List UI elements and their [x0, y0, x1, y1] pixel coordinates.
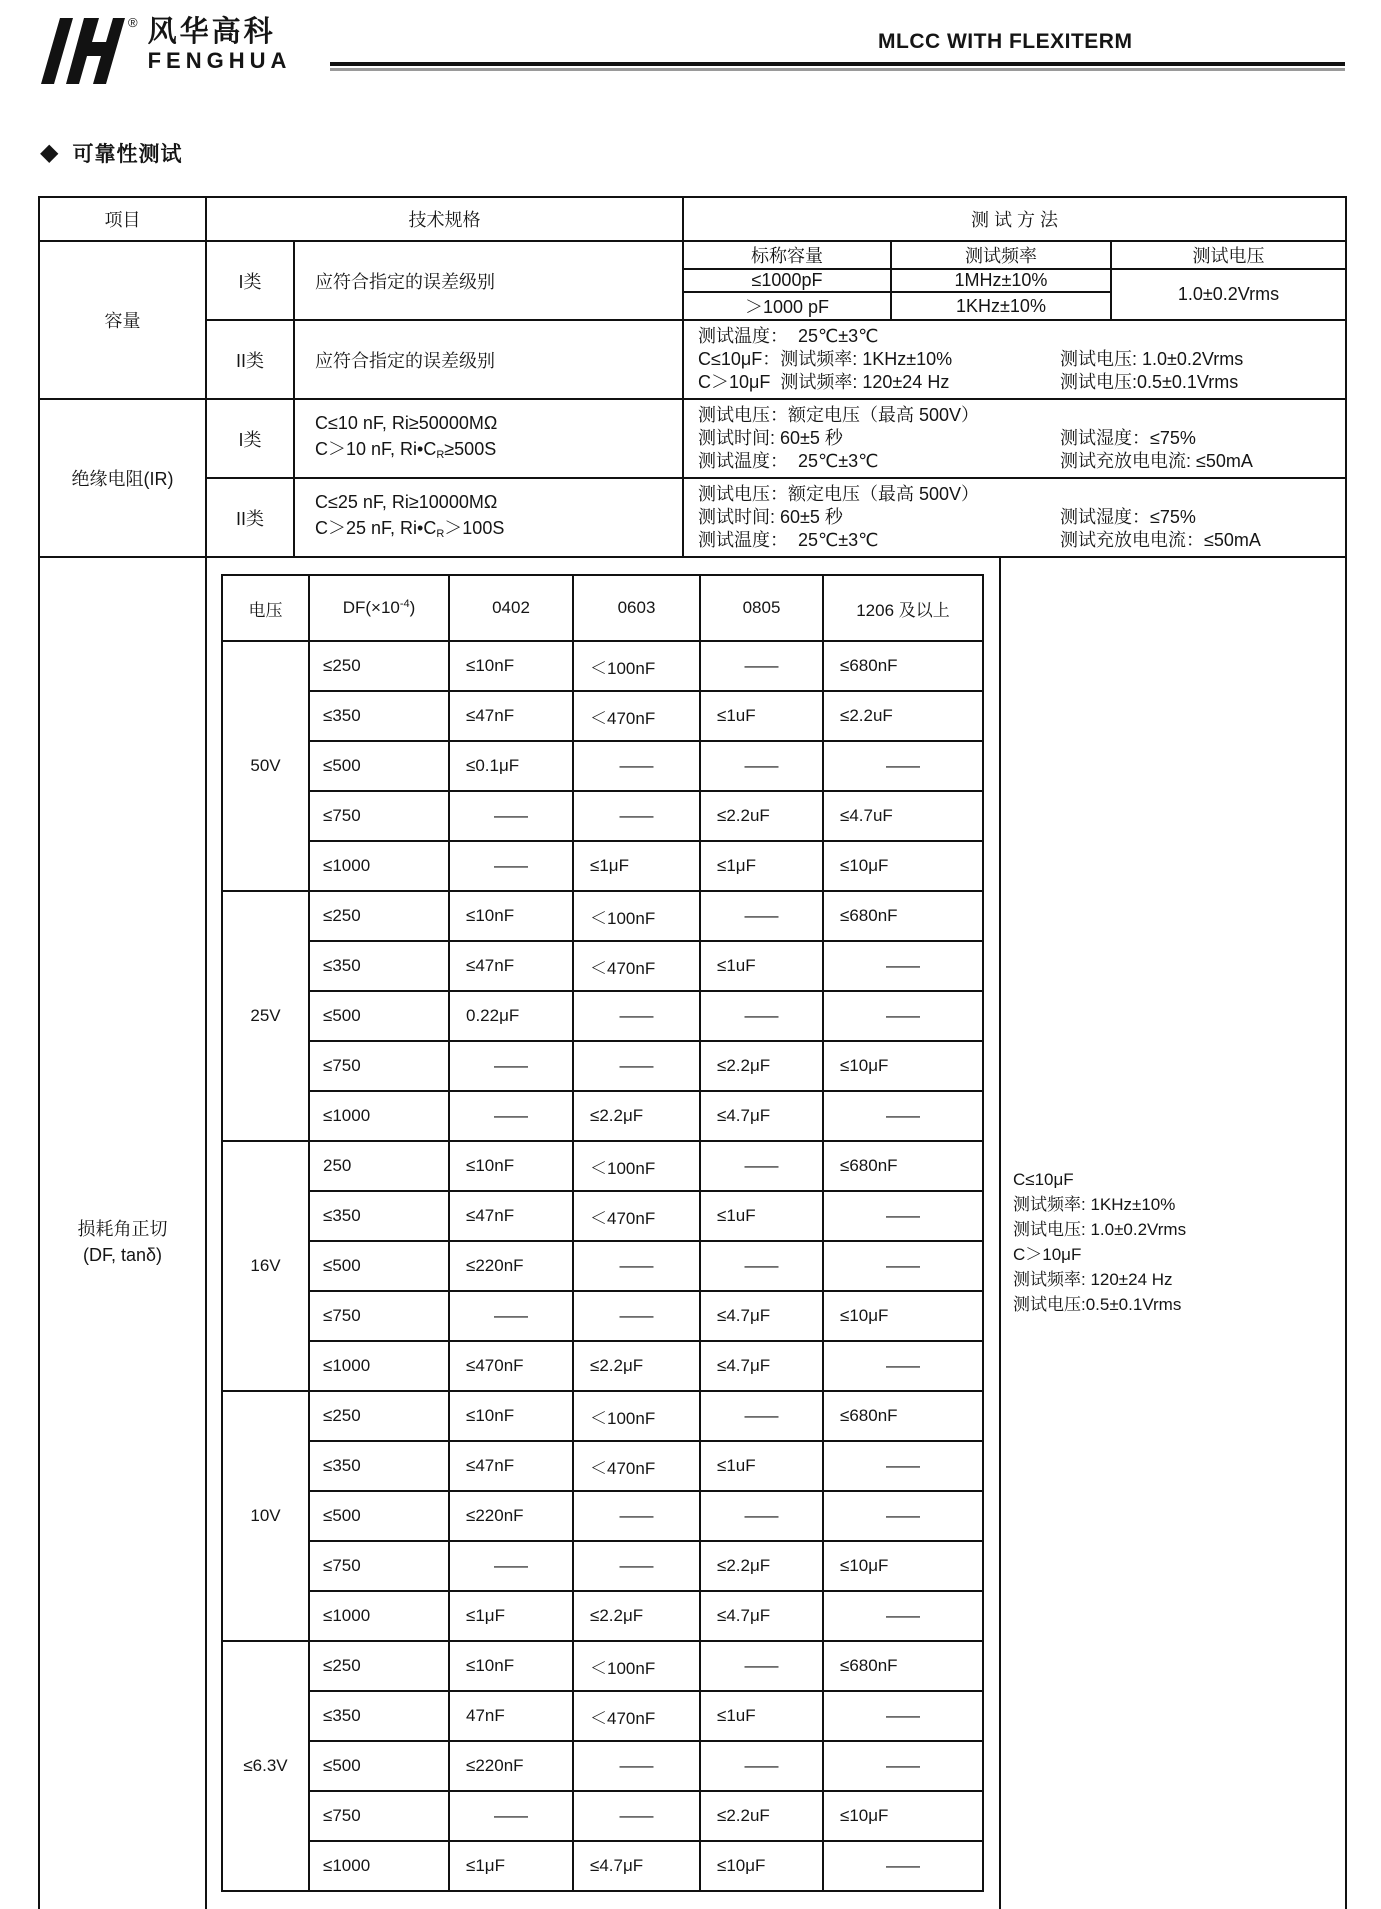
ir-class2-label: II类	[206, 478, 294, 557]
df-value-cell: ——	[449, 1041, 573, 1091]
col-header-spec: 技术规格	[206, 197, 683, 241]
cap-range-1: ≤1000pF	[683, 269, 891, 292]
df-row	[222, 891, 983, 941]
df-value-cell: ＜100nF	[573, 1391, 700, 1441]
df-value-cell: ＜470nF	[573, 1441, 700, 1491]
df-value-cell: ≤680nF	[823, 891, 983, 941]
subheader-nominal-capacity: 标称容量	[683, 241, 891, 269]
brand-block	[40, 16, 291, 86]
cap-freq-2: 1KHz±10%	[891, 292, 1111, 320]
subheader-test-frequency: 测试频率	[891, 241, 1111, 269]
df-grid-body	[222, 641, 983, 1891]
df-row	[222, 791, 983, 841]
df-row	[222, 741, 983, 791]
row-label-capacity: 容量	[39, 241, 206, 399]
df-limit-cell: ≤750	[309, 1291, 449, 1341]
row-label-ir: 绝缘电阻(IR)	[39, 399, 206, 557]
df-value-cell: ——	[573, 1791, 700, 1841]
df-row	[222, 1741, 983, 1791]
df-limit-cell: ≤500	[309, 1491, 449, 1541]
df-value-cell: ——	[823, 1341, 983, 1391]
df-value-cell: ——	[823, 1591, 983, 1641]
df-limit-cell: ≤250	[309, 891, 449, 941]
df-value-cell: ≤10μF	[700, 1841, 823, 1891]
df-value-cell: ——	[823, 991, 983, 1041]
df-limit-cell: ≤500	[309, 1241, 449, 1291]
df-value-cell: ＜100nF	[573, 891, 700, 941]
df-value-cell: ——	[449, 1541, 573, 1591]
df-row	[222, 1341, 983, 1391]
df-limit-grid	[221, 574, 984, 1892]
df-limit-cell: ≤250	[309, 1641, 449, 1691]
df-value-cell: ——	[573, 1291, 700, 1341]
df-value-cell: ——	[700, 991, 823, 1041]
df-row	[222, 1691, 983, 1741]
cap-range-2: ＞1000 pF	[683, 292, 891, 320]
df-row	[222, 1591, 983, 1641]
df-value-cell: 47nF	[449, 1691, 573, 1741]
df-limit-cell: ≤1000	[309, 841, 449, 891]
df-value-cell: ≤10nF	[449, 1641, 573, 1691]
df-row	[222, 1291, 983, 1341]
df-value-cell: ＜470nF	[573, 1191, 700, 1241]
ir-class1-method: 测试电压：额定电压（最高 500V） 测试时间: 60±5 秒 测试湿度：≤75% 测试温度： 25℃±3℃ 测试充放电电流: ≤50mA	[683, 399, 1346, 478]
df-value-cell: ≤470nF	[449, 1341, 573, 1391]
df-value-cell: ——	[449, 1291, 573, 1341]
df-value-cell: ≤1μF	[449, 1841, 573, 1891]
df-value-cell: ≤1uF	[700, 1691, 823, 1741]
df-divider-line	[999, 558, 1001, 1909]
df-voltage-cell: 50V	[222, 641, 309, 891]
section-title: 可靠性测试	[72, 143, 183, 166]
df-value-cell: ＜470nF	[573, 941, 700, 991]
df-row	[222, 1641, 983, 1691]
diamond-icon: ◆	[40, 139, 59, 166]
df-value-cell: ≤4.7μF	[700, 1291, 823, 1341]
df-value-cell: ——	[449, 1091, 573, 1141]
df-value-cell: ≤2.2μF	[573, 1341, 700, 1391]
df-value-cell: ≤2.2μF	[700, 1541, 823, 1591]
df-value-cell: ——	[573, 1741, 700, 1791]
df-limit-cell: ≤750	[309, 1041, 449, 1091]
df-row	[222, 991, 983, 1041]
df-value-cell: ≤1μF	[700, 841, 823, 891]
df-value-cell: ≤10nF	[449, 1141, 573, 1191]
df-voltage-cell: ≤6.3V	[222, 1641, 309, 1891]
df-header-df: $DF(\times 10^{-4})$	[309, 575, 449, 641]
df-value-cell: ——	[573, 1541, 700, 1591]
df-value-cell: ——	[449, 791, 573, 841]
df-row	[222, 691, 983, 741]
df-value-cell: ——	[700, 1391, 823, 1441]
df-value-cell: ≤4.7μF	[700, 1341, 823, 1391]
capacity-class2-label: II类	[206, 320, 294, 399]
df-value-cell: ——	[700, 1741, 823, 1791]
brand-name-en: FENGHUA	[147, 48, 292, 73]
df-value-cell: ——	[823, 941, 983, 991]
df-value-cell: ——	[449, 1791, 573, 1841]
df-value-cell: ——	[823, 1191, 983, 1241]
df-value-cell: ≤10μF	[823, 1041, 983, 1091]
capacity-class2-spec: 应符合指定的误差级别	[294, 320, 683, 399]
df-value-cell: ≤2.2uF	[823, 691, 983, 741]
capacity-class1-label: I类	[206, 241, 294, 320]
df-value-cell: ——	[700, 741, 823, 791]
df-value-cell: ＜100nF	[573, 641, 700, 691]
header-rule	[330, 62, 1345, 71]
df-value-cell: ≤10μF	[823, 841, 983, 891]
df-value-cell: ——	[823, 1841, 983, 1891]
df-content-zone	[206, 557, 1346, 1909]
df-value-cell: ≤2.2μF	[573, 1591, 700, 1641]
brand-text	[148, 16, 292, 74]
cap-test-voltage: 1.0±0.2Vrms	[1111, 269, 1346, 320]
df-limit-cell: ≤1000	[309, 1341, 449, 1391]
df-value-cell: ≤2.2uF	[700, 1791, 823, 1841]
df-limit-cell: ≤350	[309, 1191, 449, 1241]
df-header-0805: 0805	[700, 575, 823, 641]
capacity-class2-method: 测试温度： 25℃±3℃ C≤10μF：测试频率: 1KHz±10% 测试电压: 1.0±0.2Vrms C＞10μF 测试频率: 120±24 Hz 测试电压:0.5±0.1Vrms	[683, 320, 1346, 399]
df-limit-cell: ≤750	[309, 791, 449, 841]
df-row	[222, 1041, 983, 1091]
df-value-cell: ≤680nF	[823, 1141, 983, 1191]
df-value-cell: ≤10nF	[449, 891, 573, 941]
df-limit-cell: ≤350	[309, 691, 449, 741]
df-limit-cell: ≤1000	[309, 1841, 449, 1891]
df-value-cell: ——	[823, 1491, 983, 1541]
df-value-cell: ≤680nF	[823, 1391, 983, 1441]
df-value-cell: ≤220nF	[449, 1741, 573, 1791]
df-row	[222, 1391, 983, 1441]
df-limit-cell: ≤250	[309, 1391, 449, 1441]
ir-class2-spec: C≤25 nF, Ri≥10000MΩ C＞25 nF, Ri•CR＞100S	[294, 478, 683, 557]
ir-class2-method: 测试电压：额定电压（最高 500V） 测试时间: 60±5 秒 测试湿度：≤75% 测试温度： 25℃±3℃ 测试充放电电流：≤50mA	[683, 478, 1346, 557]
df-method-text: C≤10μF 测试频率: 1KHz±10% 测试电压: 1.0±0.2Vrms C＞10μF 测试频率: 120±24 Hz 测试电压:0.5±0.1Vrms	[1013, 1170, 1187, 1314]
df-limit-cell: 250	[309, 1141, 449, 1191]
df-limit-cell: ≤1000	[309, 1091, 449, 1141]
row-label-df: 损耗角正切 (DF, tanδ)	[39, 557, 206, 1909]
df-row	[222, 1141, 983, 1191]
df-value-cell: ——	[573, 1241, 700, 1291]
df-row	[222, 1191, 983, 1241]
df-header-voltage: 电压	[222, 575, 309, 641]
df-value-cell: ——	[700, 1491, 823, 1541]
ir-class1-label: I类	[206, 399, 294, 478]
df-limit-cell: ≤350	[309, 941, 449, 991]
df-value-cell: ——	[700, 641, 823, 691]
df-voltage-cell: 16V	[222, 1141, 309, 1391]
df-value-cell: ——	[823, 1441, 983, 1491]
df-value-cell: ≤10μF	[823, 1541, 983, 1591]
df-value-cell: ——	[573, 991, 700, 1041]
df-value-cell: ≤0.1μF	[449, 741, 573, 791]
df-value-cell: ＜470nF	[573, 691, 700, 741]
df-value-cell: ≤10μF	[823, 1291, 983, 1341]
df-row	[222, 1491, 983, 1541]
df-value-cell: ——	[823, 1741, 983, 1791]
df-header-0603: 0603	[573, 575, 700, 641]
df-value-cell: ≤1μF	[449, 1591, 573, 1641]
df-value-cell: ≤1μF	[573, 841, 700, 891]
df-limit-cell: ≤500	[309, 741, 449, 791]
df-voltage-cell: 25V	[222, 891, 309, 1141]
subheader-test-voltage: 测试电压	[1111, 241, 1346, 269]
col-header-item: 项目	[39, 197, 206, 241]
df-value-cell: ＜470nF	[573, 1691, 700, 1741]
df-value-cell: ——	[700, 1241, 823, 1291]
df-value-cell: ≤220nF	[449, 1241, 573, 1291]
df-value-cell: ——	[449, 841, 573, 891]
df-header-0402: 0402	[449, 575, 573, 641]
df-limit-cell: ≤1000	[309, 1591, 449, 1641]
df-value-cell: ≤2.2μF	[573, 1091, 700, 1141]
df-value-cell: ≤10nF	[449, 1391, 573, 1441]
df-row	[222, 1441, 983, 1491]
df-value-cell: ≤4.7μF	[573, 1841, 700, 1891]
df-value-cell: ≤47nF	[449, 691, 573, 741]
df-value-cell: ≤2.2μF	[700, 1041, 823, 1091]
df-row	[222, 641, 983, 691]
brand-name-cn: 风华高科	[147, 16, 276, 48]
df-value-cell: ≤220nF	[449, 1491, 573, 1541]
df-value-cell: ——	[823, 1691, 983, 1741]
df-value-cell: ≤47nF	[449, 941, 573, 991]
df-row	[222, 841, 983, 891]
df-value-cell: ＜100nF	[573, 1141, 700, 1191]
df-voltage-cell: 10V	[222, 1391, 309, 1641]
section-heading	[40, 138, 182, 168]
df-row	[222, 1241, 983, 1291]
df-row	[222, 1791, 983, 1841]
df-value-cell: ——	[700, 891, 823, 941]
df-limit-cell: ≤750	[309, 1791, 449, 1841]
col-header-method: 测 试 方 法	[683, 197, 1346, 241]
df-header-1206plus: 1206 及以上	[823, 575, 983, 641]
df-value-cell: ＜100nF	[573, 1641, 700, 1691]
df-value-cell: ≤4.7μF	[700, 1591, 823, 1641]
reliability-test-table	[38, 196, 1347, 1909]
ir-class1-spec: C≤10 nF, Ri≥50000MΩ C＞10 nF, Ri•CR≥500S	[294, 399, 683, 478]
df-value-cell: ≤4.7uF	[823, 791, 983, 841]
df-value-cell: ≤1uF	[700, 1191, 823, 1241]
df-value-cell: ≤680nF	[823, 641, 983, 691]
df-limit-cell: ≤350	[309, 1691, 449, 1741]
df-value-cell: ≤1uF	[700, 1441, 823, 1491]
df-value-cell: ——	[573, 791, 700, 841]
df-limit-cell: ≤250	[309, 641, 449, 691]
df-value-cell: ——	[573, 1041, 700, 1091]
df-value-cell: ≤1uF	[700, 941, 823, 991]
df-value-cell: ≤47nF	[449, 1441, 573, 1491]
document-title: MLCC WITH FLEXITERM	[878, 30, 1133, 53]
df-value-cell: ≤10μF	[823, 1791, 983, 1841]
df-value-cell: ——	[700, 1641, 823, 1691]
df-row	[222, 1841, 983, 1891]
df-value-cell: ≤680nF	[823, 1641, 983, 1691]
df-limit-cell: ≤500	[309, 1741, 449, 1791]
df-value-cell: ≤2.2uF	[700, 791, 823, 841]
df-value-cell: ——	[573, 1491, 700, 1541]
capacity-class1-spec: 应符合指定的误差级别	[294, 241, 683, 320]
df-value-cell: 0.22μF	[449, 991, 573, 1041]
df-row	[222, 1091, 983, 1141]
df-value-cell: ——	[823, 1091, 983, 1141]
df-value-cell: ≤1uF	[700, 691, 823, 741]
df-value-cell: ——	[823, 741, 983, 791]
df-value-cell: ——	[823, 1241, 983, 1291]
df-grid-header-row	[222, 575, 983, 641]
cap-freq-1: 1MHz±10%	[891, 269, 1111, 292]
df-limit-cell: ≤750	[309, 1541, 449, 1591]
fenghua-logo-icon	[40, 16, 126, 86]
df-row	[222, 1541, 983, 1591]
df-value-cell: ≤4.7μF	[700, 1091, 823, 1141]
df-limit-cell: ≤350	[309, 1441, 449, 1491]
df-value-cell: ≤47nF	[449, 1191, 573, 1241]
df-row	[222, 941, 983, 991]
df-limit-cell: ≤500	[309, 991, 449, 1041]
df-value-cell: ——	[573, 741, 700, 791]
df-value-cell: ≤10nF	[449, 641, 573, 691]
df-value-cell: ——	[700, 1141, 823, 1191]
registered-mark: ®	[128, 15, 138, 30]
